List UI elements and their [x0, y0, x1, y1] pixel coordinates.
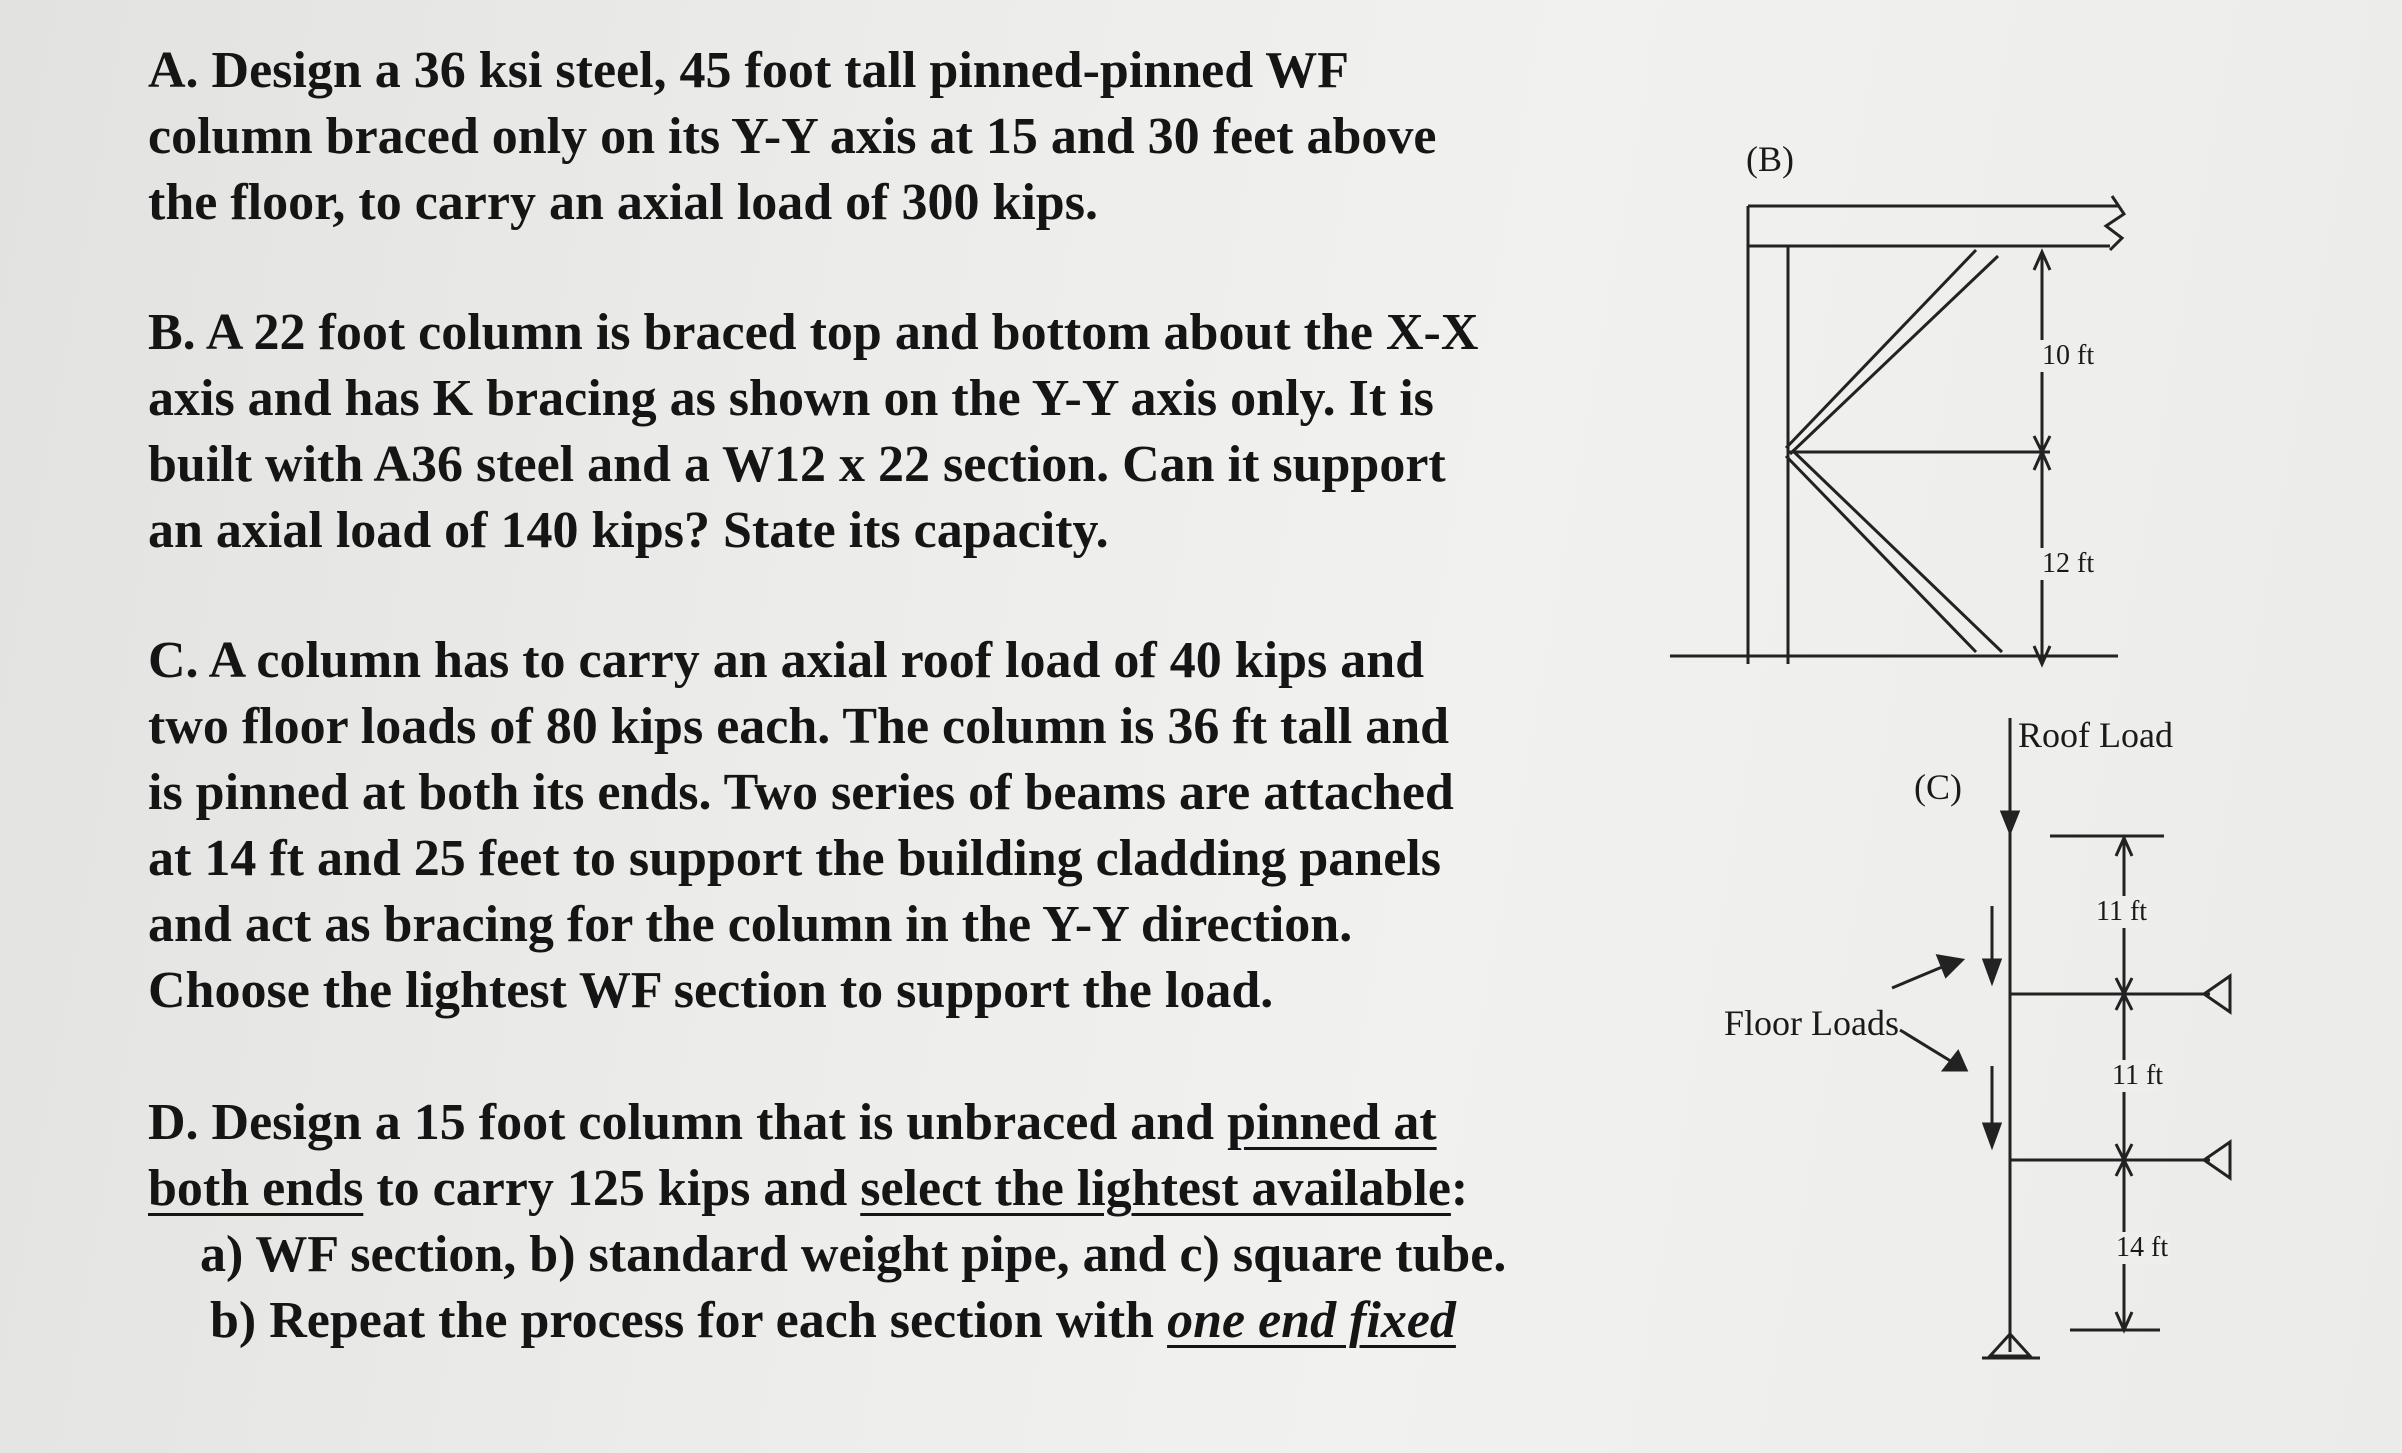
problem-c-line: Choose the lightest WF section to support the load.: [148, 962, 1274, 1019]
figure-c-floor-arrow-2-head: [1984, 1124, 2000, 1146]
problem-d-underlined: both ends: [148, 1160, 364, 1217]
figure-b-brace-upper-2: [1790, 256, 1998, 454]
problem-c-line: and act as bracing for the column in the Y-Y direction.: [148, 896, 1353, 953]
figure-c-leader-1-head: [1938, 956, 1962, 976]
problem-d-underlined: select the lightest available: [860, 1160, 1451, 1217]
figure-c-drawing: [1892, 718, 2230, 1358]
problem-c-line: two floor loads of 80 kips each. The column is 36 ft tall and: [148, 698, 1450, 755]
figure-c-roof-load-label: Roof Load: [2018, 715, 2173, 755]
problem-a-line: A. Design a 36 ksi steel, 45 foot tall pinned-pinned WF: [148, 42, 1349, 99]
problem-d-text: :: [1450, 1160, 1469, 1217]
figure-b-dim-upper: 10 ft: [2042, 340, 2095, 371]
problem-d-item-a: a) WF section, b) standard weight pipe, and c) square tube.: [200, 1226, 1507, 1283]
figure-c-roof-arrow-head: [2002, 812, 2018, 832]
figure-b-brace-lower-2: [1792, 450, 2002, 652]
problem-b-line: B. A 22 foot column is braced top and bottom about the X-X: [148, 304, 1479, 361]
problem-b-line: an axial load of 140 kips? State its capacity.: [148, 502, 1109, 559]
figure-c-floor-loads-label: Floor Loads: [1724, 1003, 1899, 1043]
problem-c-line: at 14 ft and 25 feet to support the building cladding panels: [148, 830, 1441, 887]
figure-c-label: (C): [1914, 767, 1962, 807]
problem-b-line: built with A36 steel and a W12 x 22 section. Can it support: [148, 436, 1446, 493]
figure-b-label: (B): [1746, 139, 1794, 179]
problem-a-line: column braced only on its Y-Y axis at 15 and 30 feet above: [148, 108, 1437, 165]
problem-d-text: b) Repeat the process for each section with: [210, 1292, 1168, 1349]
problem-d-text: to carry 125 kips and: [363, 1160, 861, 1217]
problem-c-line: C. A column has to carry an axial roof load of 40 kips and: [148, 632, 1425, 689]
problem-d-underlined: pinned at: [1227, 1094, 1437, 1151]
figure-b-drawing: [1670, 196, 2124, 664]
figure-b-brace-lower-1: [1786, 456, 1976, 652]
figure-c-dim-mid: 11 ft: [2112, 1060, 2164, 1091]
figure-b-brace-upper-1: [1786, 250, 1976, 448]
figure-c-leader-2-head: [1944, 1052, 1966, 1070]
figure-c-dim-bottom: 14 ft: [2116, 1232, 2169, 1263]
problem-b-line: axis and has K bracing as shown on the Y-Y axis only. It is: [148, 370, 1434, 427]
problem-a-line: the floor, to carry an axial load of 300 kips.: [148, 174, 1098, 231]
figure-c-dim-top: 11 ft: [2096, 896, 2148, 927]
problem-d-emphasis: one end fixed: [1167, 1292, 1456, 1349]
problem-c-line: is pinned at both its ends. Two series of beams are attached: [148, 764, 1454, 821]
figure-b-break-mark: [2106, 196, 2124, 250]
figure-b-dim-lower: 12 ft: [2042, 548, 2095, 579]
problem-d-text: D. Design a 15 foot column that is unbraced and: [148, 1094, 1228, 1151]
figure-c-floor-arrow-1-head: [1984, 960, 2000, 982]
